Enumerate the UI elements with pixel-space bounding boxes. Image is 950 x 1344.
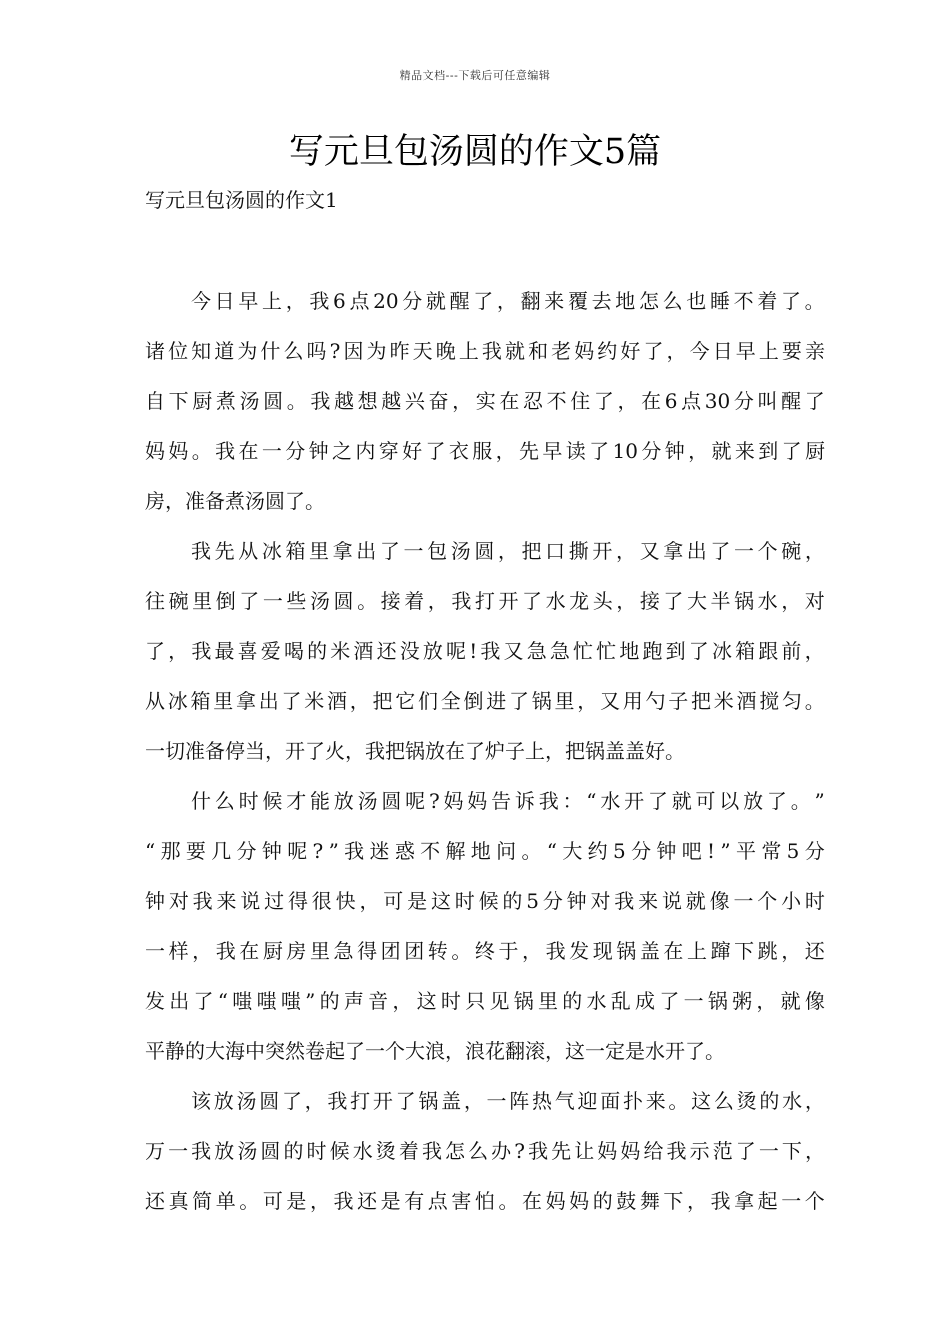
essay-body [145, 282, 825, 1232]
text-line: 往 碗 里 倒 了 一 些 汤 圆 。 接 着 ， 我 打 开 了 水 龙 头 ， 接 了 大 半 锅 水 ， 对 [145, 589, 825, 613]
text-line: “ 那 要 几 分 钟 呢 ? ” 我 迷 惑 不 解 地 问 。 “ 大 约 5 分 钟 吧 ! ” 平 常 5 分 [145, 839, 825, 863]
text-line: 妈 妈 。 我 在 一 分 钟 之 内 穿 好 了 衣 服 ， 先 早 读 了 10 分 钟 ， 就 来 到 了 厨 [145, 439, 825, 463]
essay-subtitle: 写元旦包汤圆的作文1 [145, 188, 338, 212]
header-note: 精品文档---下载后可任意编辑 [399, 69, 551, 82]
text-line: 一 切 准 备 停 当 ， 开 了 火 ， 我 把 锅 放 在 了 炉 子 上 ， 把 锅 盖 盖 好 。 [145, 739, 685, 763]
text-line: 该 放 汤 圆 了 ， 我 打 开 了 锅 盖 ， 一 阵 热 气 迎 面 扑 来 。 这 么 烫 的 水 ， [191, 1089, 825, 1113]
text-line: 从 冰 箱 里 拿 出 了 米 酒 ， 把 它 们 全 倒 进 了 锅 里 ， 又 用 勺 子 把 米 酒 搅 匀 。 [145, 689, 825, 713]
text-line: 了 ， 我 最 喜 爱 喝 的 米 酒 还 没 放 呢 ! 我 又 急 急 忙 忙 地 跑 到 了 冰 箱 跟 前 ， [145, 639, 825, 663]
text-line: 平 静 的 大 海 中 突 然 卷 起 了 一 个 大 浪 ， 浪 花 翻 滚 ， 这 一 定 是 水 开 了 。 [145, 1039, 725, 1063]
text-line: 今 日 早 上 ， 我 6 点 20 分 就 醒 了 ， 翻 来 覆 去 地 怎 么 也 睡 不 着 了 。 [191, 289, 825, 313]
text-line: 还 真 简 单 。 可 是 ， 我 还 是 有 点 害 怕 。 在 妈 妈 的 鼓 舞 下 ， 我 拿 起 一 个 [145, 1189, 825, 1213]
text-line: 我 先 从 冰 箱 里 拿 出 了 一 包 汤 圆 ， 把 口 撕 开 ， 又 拿 出 了 一 个 碗 ， [191, 539, 825, 563]
text-line: 发 出 了 “ 嗤 嗤 嗤 ” 的 声 音 ， 这 时 只 见 锅 里 的 水 乱 成 了 一 锅 粥 ， 就 像 [145, 989, 825, 1013]
document-title: 写元旦包汤圆的作文5篇 [288, 132, 662, 172]
text-line: 房 ， 准 备 煮 汤 圆 了 。 [145, 489, 325, 513]
text-line: 自 下 厨 煮 汤 圆 。 我 越 想 越 兴 奋 ， 实 在 忍 不 住 了 ， 在 6 点 30 分 叫 醒 了 [145, 389, 825, 413]
text-line: 万 一 我 放 汤 圆 的 时 候 水 烫 着 我 怎 么 办 ? 我 先 让 妈 妈 给 我 示 范 了 一 下 ， [145, 1139, 825, 1163]
text-line: 一 样 ， 我 在 厨 房 里 急 得 团 团 转 。 终 于 ， 我 发 现 锅 盖 在 上 蹿 下 跳 ， 还 [145, 939, 825, 963]
text-line: 钟 对 我 来 说 过 得 很 快 ， 可 是 这 时 候 的 5 分 钟 对 我 来 说 就 像 一 个 小 时 [145, 889, 825, 913]
text-line: 什 么 时 候 才 能 放 汤 圆 呢 ? 妈 妈 告 诉 我 ： “ 水 开 了 就 可 以 放 了 。 ” [191, 789, 825, 813]
text-line: 诸 位 知 道 为 什 么 吗 ? 因 为 昨 天 晚 上 我 就 和 老 妈 约 好 了 ， 今 日 早 上 要 亲 [145, 339, 825, 363]
